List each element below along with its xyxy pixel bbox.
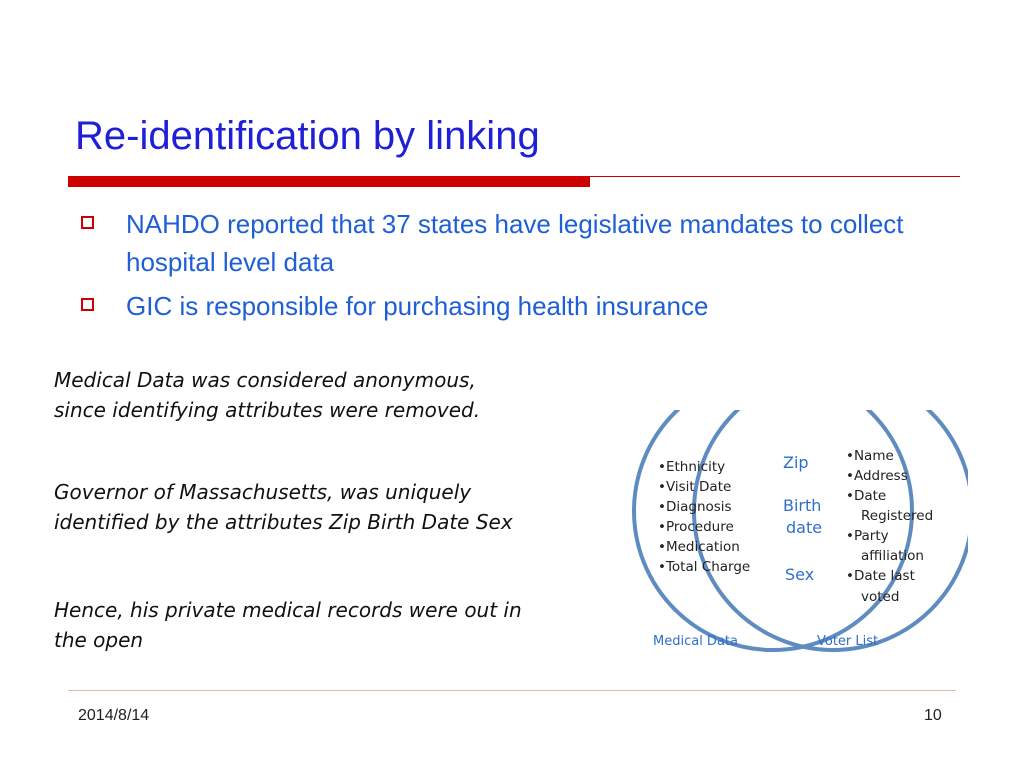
venn-left-item: •Medication: [658, 539, 740, 555]
bullet-text: NAHDO reported that 37 states have legislative mandates to collect hospital level data: [126, 209, 904, 277]
square-bullet-icon: [81, 216, 94, 229]
footer-divider: [68, 690, 956, 691]
paragraph-governor: Governor of Massachusetts, was uniquely identified by the attributes Zip Birth Date Sex: [54, 480, 513, 534]
venn-right-item: •Date last: [846, 568, 915, 584]
paragraph-anonymous: Medical Data was considered anonymous, since identifying attributes were removed.: [54, 368, 481, 422]
venn-middle-date: date: [786, 518, 823, 537]
venn-right-item: Registered: [861, 508, 934, 524]
paragraph-hence: Hence, his private medical records were out in the open: [54, 598, 522, 652]
venn-diagram: [628, 410, 968, 660]
footer-date: 2014/8/14: [78, 707, 150, 724]
venn-label-medical-data: Medical Data: [653, 634, 738, 649]
slide-title: Re-identification by linking: [75, 114, 540, 158]
venn-middle-birth: Birth: [783, 496, 822, 515]
square-bullet-icon: [81, 298, 94, 311]
venn-left-item: •Visit Date: [658, 479, 732, 495]
title-underline-thin: [68, 176, 960, 177]
venn-left-item: •Ethnicity: [658, 459, 726, 475]
venn-left-item: •Diagnosis: [658, 499, 732, 515]
venn-right-item: •Date: [846, 488, 887, 504]
venn-left-item: •Total Charge: [658, 559, 751, 575]
bullet-list: [78, 205, 958, 331]
venn-right-item: •Name: [846, 448, 894, 464]
title-underline-thick: [68, 176, 590, 187]
bullet-item: [78, 205, 958, 281]
bullet-item: [78, 287, 958, 325]
venn-right-item: voted: [861, 589, 900, 605]
venn-middle-zip: Zip: [783, 453, 809, 472]
venn-right-item: affiliation: [861, 548, 924, 564]
bullet-text: GIC is responsible for purchasing health insurance: [126, 291, 709, 321]
page-number: 10: [924, 707, 942, 724]
venn-right-item: •Address: [846, 468, 908, 484]
voter-list-circle: [694, 410, 968, 650]
venn-label-voter-list: Voter List: [817, 634, 879, 649]
venn-right-item: •Party: [846, 528, 889, 544]
venn-left-item: •Procedure: [658, 519, 734, 535]
venn-middle-sex: Sex: [785, 565, 815, 584]
